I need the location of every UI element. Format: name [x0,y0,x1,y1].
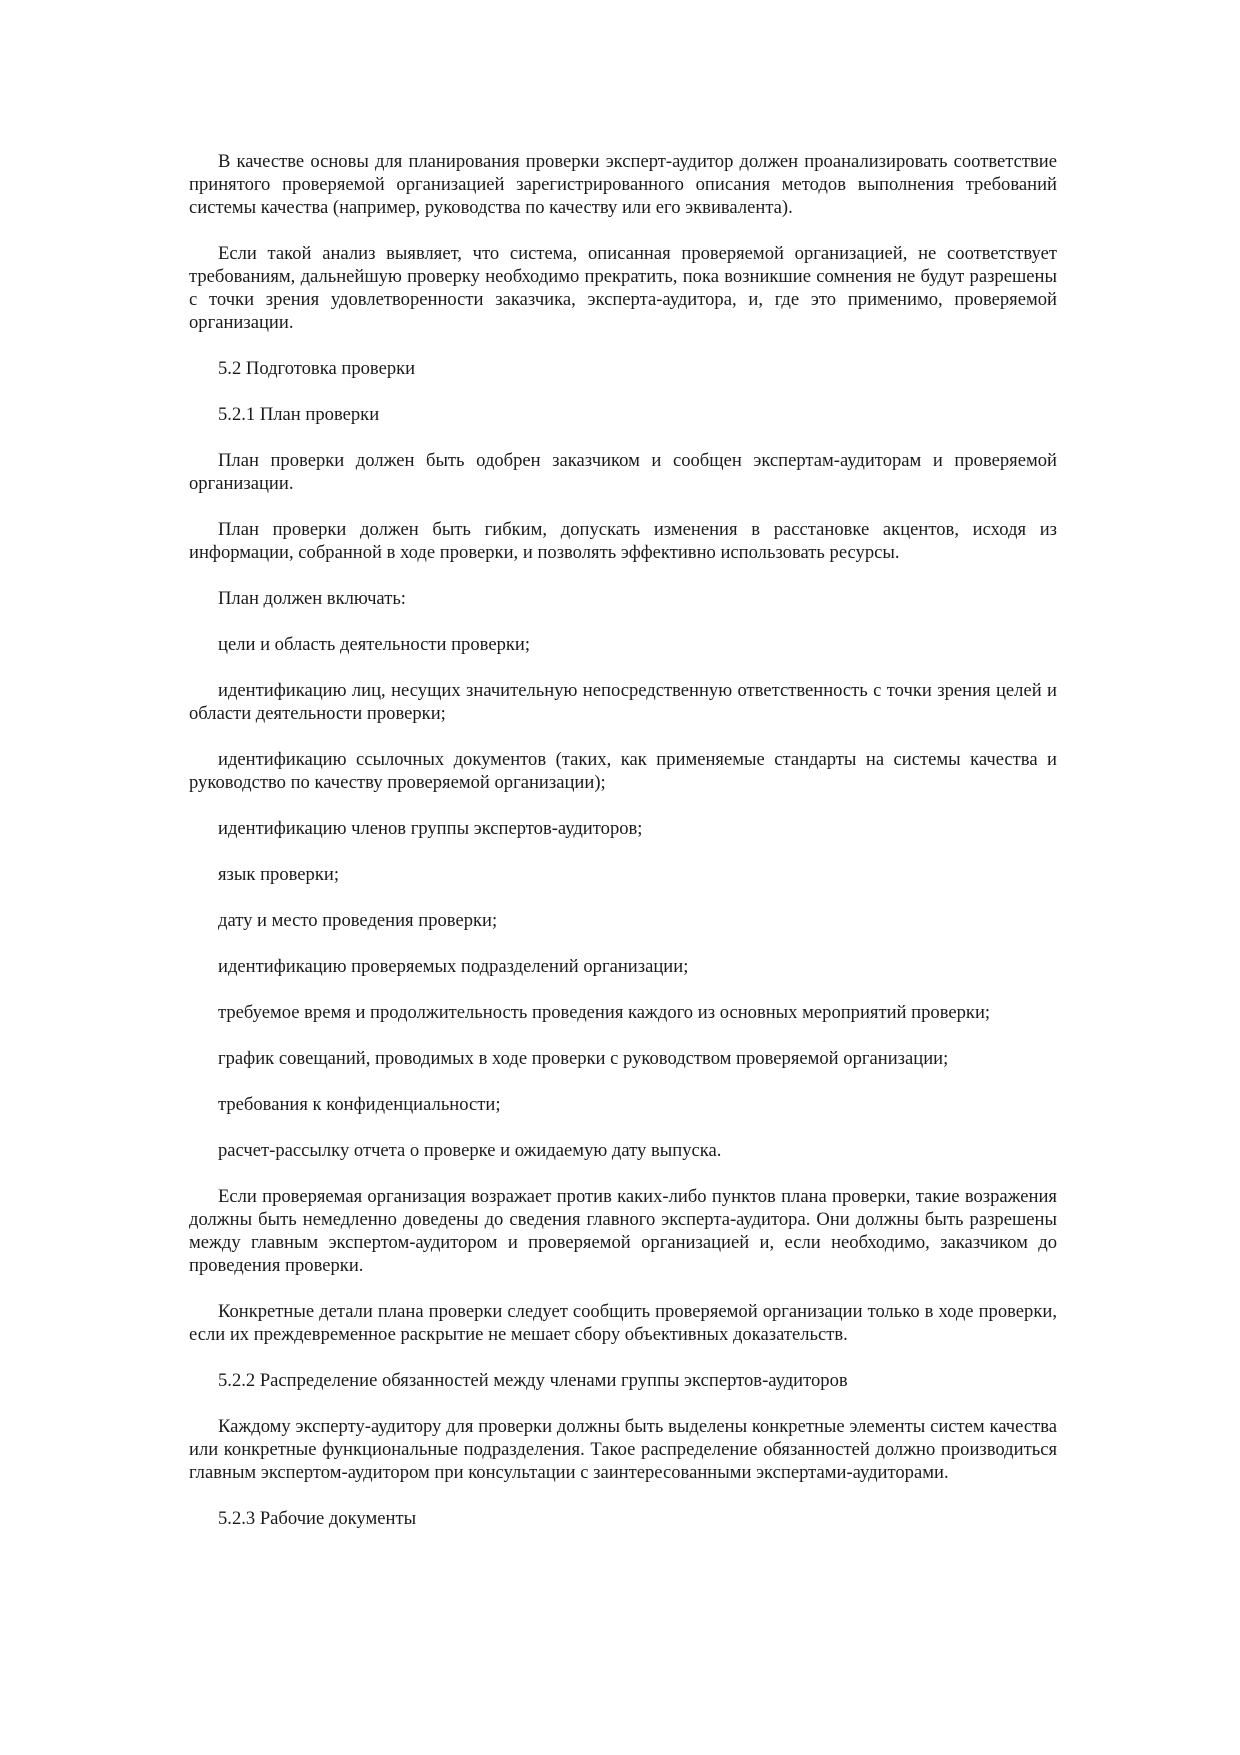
document-page [189,150,1057,1553]
list-item-units: идентификацию проверяемых подразделений организации; [218,956,689,977]
paragraph-planning-basis: В качестве основы для планирования проверки эксперт-аудитор должен проанализировать соответствие принятого проверяемой организацией зарегистрированного описания методов выполнения требований системы качества (например, руководства по качеству или его эквивалента). [189,151,1057,218]
section-heading-5-2-3: 5.2.3 Рабочие документы [218,1508,417,1529]
paragraph-plan-approval: План проверки должен быть одобрен заказчиком и сообщен экспертам-аудиторам и проверяемой организации. [189,450,1057,494]
list-item-meetings-schedule: график совещаний, проводимых в ходе проверки с руководством проверяемой организации; [218,1048,949,1069]
section-heading-5-2-1: 5.2.1 План проверки [218,404,380,425]
paragraph-objections: Если проверяемая организация возражает против каких-либо пунктов плана проверки, такие возражения должны быть немедленно доведены до сведения главного эксперта-аудитора. Они должны быть разрешены между главным экспертом-аудитором и проверяемой организацией и, если необходимо, заказчиком до проведения проверки. [189,1186,1057,1276]
list-item-reference-documents: идентификацию ссылочных документов (таких, как применяемые стандарты на системы качества и руководство по качеству проверяемой организации); [189,749,1057,793]
paragraph-plan-flexibility: План проверки должен быть гибким, допускать изменения в расстановке акцентов, исходя из информации, собранной в ходе проверки, и позволять эффективно использовать ресурсы. [189,519,1057,563]
paragraph-plan-includes: План должен включать: [218,588,406,609]
section-heading-5-2-2: 5.2.2 Распределение обязанностей между членами группы экспертов-аудиторов [218,1370,848,1391]
list-item-date-place: дату и место проведения проверки; [218,910,498,931]
section-heading-5-2: 5.2 Подготовка проверки [218,358,416,379]
list-item-report-distribution: расчет-рассылку отчета о проверке и ожидаемую дату выпуска. [218,1140,722,1161]
paragraph-nonconformity-analysis: Если такой анализ выявляет, что система, описанная проверяемой организацией, не соответствует требованиям, дальнейшую проверку необходимо прекратить, пока возникшие сомнения не будут разрешены с точки зрения удовлетворенности заказчика, эксперта-аудитора, и, где это применимо, проверяемой организации. [189,243,1057,333]
list-item-time-duration: требуемое время и продолжительность проведения каждого из основных мероприятий проверки; [218,1002,991,1023]
paragraph-plan-details: Конкретные детали плана проверки следует сообщить проверяемой организации только в ходе проверки, если их преждевременное раскрытие не мешает сбору объективных доказательств. [189,1301,1057,1345]
paragraph-assignment: Каждому эксперту-аудитору для проверки должны быть выделены конкретные элементы систем качества или конкретные функциональные подразделения. Такое распределение обязанностей должно производиться главным экспертом-аудитором при консультации с заинтересованными экспертами-аудиторами. [189,1416,1057,1483]
list-item-language: язык проверки; [218,864,339,885]
list-item-team-members: идентификацию членов группы экспертов-аудиторов; [218,818,643,839]
list-item-confidentiality: требования к конфиденциальности; [218,1094,501,1115]
list-item-responsible-persons: идентификацию лиц, несущих значительную непосредственную ответственность с точки зрения целей и области деятельности проверки; [189,680,1057,724]
list-item-goals: цели и область деятельности проверки; [218,634,531,655]
